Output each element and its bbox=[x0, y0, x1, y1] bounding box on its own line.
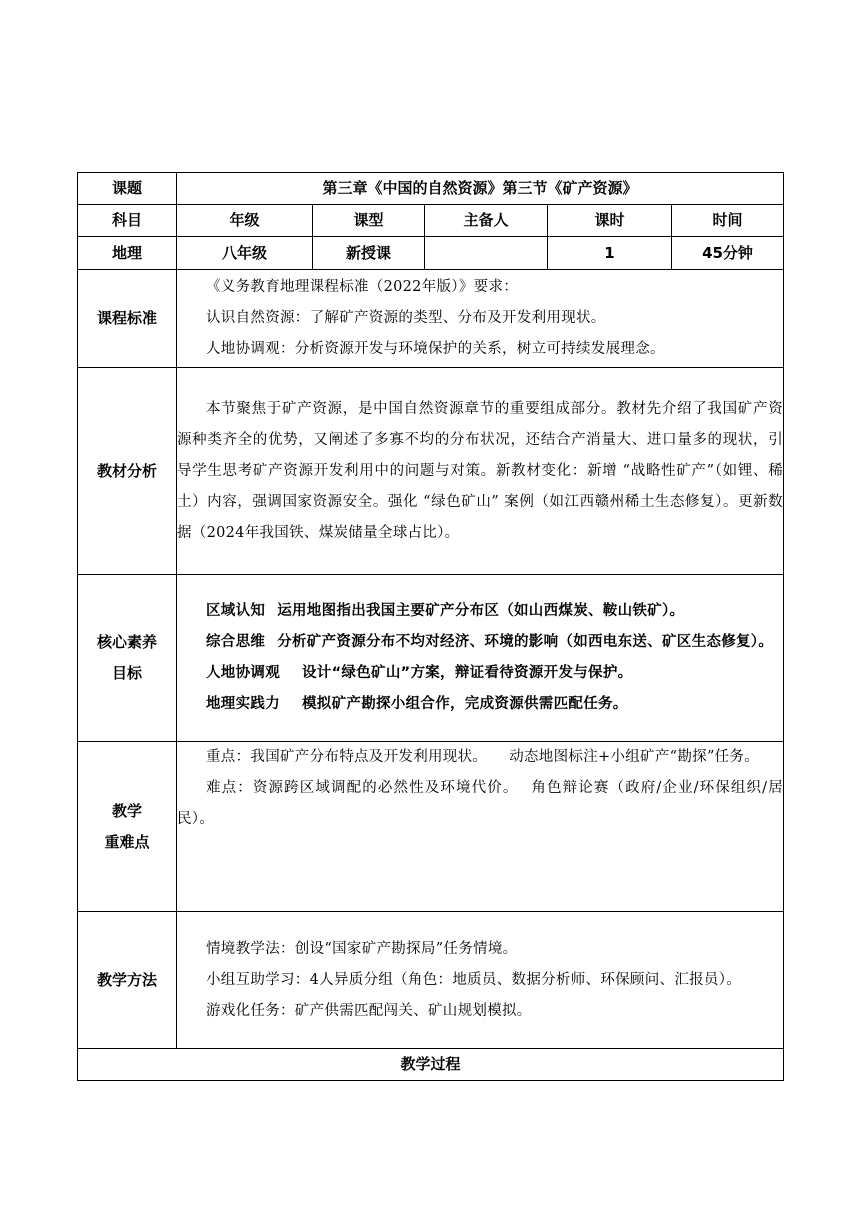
analysis-label: 教材分析 bbox=[78, 368, 177, 575]
topic-value: 第三章《中国的自然资源》第三节《矿产资源》 bbox=[177, 173, 784, 205]
literacy-item bbox=[177, 596, 783, 627]
topic-label: 课题 bbox=[78, 173, 177, 205]
method-line-2: 小组互助学习：4人异质分组（角色：地质员、数据分析师、环保顾问、汇报员）。 bbox=[206, 971, 742, 988]
standard-line-2: 认识自然资源：了解矿产资源的类型、分布及开发利用现状。 bbox=[206, 310, 606, 326]
literacy-item-name: 区域认知 bbox=[206, 603, 266, 619]
method-line-3: 游戏化任务：矿产供需匹配闯关、矿山规划模拟。 bbox=[206, 1002, 532, 1019]
value-type: 新授课 bbox=[313, 237, 425, 270]
value-duration: 45分钟 bbox=[672, 237, 784, 270]
keypoints-label-line-2: 重难点 bbox=[104, 832, 150, 851]
keypoints-label-line-1: 教学 bbox=[111, 801, 142, 820]
analysis-row bbox=[78, 368, 784, 575]
literacy-item-name: 人地协调观 bbox=[206, 665, 280, 681]
standard-line-1: 《义务教育地理课程标准（2022年版）》要求： bbox=[206, 279, 519, 295]
value-row bbox=[78, 237, 784, 270]
literacy-item-desc: 模拟矿产勘探小组合作，完成资源供需匹配任务。 bbox=[302, 696, 628, 712]
literacy-item-name: 地理实践力 bbox=[206, 696, 280, 712]
col-preparer: 主备人 bbox=[425, 205, 548, 237]
key-point-text: 重点：我国矿产分布特点及开发利用现状。 bbox=[206, 749, 488, 765]
method-line-1: 情境教学法：创设“国家矿产勘探局”任务情境。 bbox=[206, 940, 518, 957]
literacy-item-desc: 设计“绿色矿山”方案，辩证看待资源开发与保护。 bbox=[302, 665, 633, 681]
value-preparer bbox=[425, 237, 548, 270]
difficult-point bbox=[177, 773, 783, 835]
lesson-plan-table bbox=[77, 172, 784, 1081]
key-point bbox=[177, 742, 783, 773]
literacy-label-line-2: 目标 bbox=[111, 664, 142, 682]
literacy-item bbox=[177, 627, 783, 658]
keypoints-content bbox=[177, 742, 784, 912]
methods-label: 教学方法 bbox=[78, 912, 177, 1049]
col-subject: 科目 bbox=[78, 205, 177, 237]
column-header-row bbox=[78, 205, 784, 237]
literacy-label bbox=[78, 575, 177, 742]
standard-line-3: 人地协调观：分析资源开发与环境保护的关系，树立可持续发展理念。 bbox=[206, 341, 665, 357]
methods-row bbox=[78, 912, 784, 1049]
process-label: 教学过程 bbox=[78, 1049, 784, 1081]
literacy-item bbox=[177, 658, 783, 689]
literacy-item-name: 综合思维 bbox=[206, 634, 266, 650]
value-subject: 地理 bbox=[78, 237, 177, 270]
keypoints-label bbox=[78, 742, 177, 912]
col-type: 课型 bbox=[313, 205, 425, 237]
literacy-label-line-1: 核心素养 bbox=[96, 633, 157, 651]
topic-row bbox=[78, 173, 784, 205]
keypoints-row bbox=[78, 742, 784, 912]
standard-row bbox=[78, 270, 784, 368]
standard-content bbox=[177, 270, 784, 368]
col-periods: 课时 bbox=[548, 205, 672, 237]
difficult-point-method: 角色辩论赛（政府/企业/环保组织/居民）。 bbox=[177, 780, 783, 827]
literacy-row bbox=[78, 575, 784, 742]
key-point-method: 动态地图标注+小组矿产“勘探”任务。 bbox=[509, 749, 760, 765]
value-grade: 八年级 bbox=[177, 237, 313, 270]
col-duration: 时间 bbox=[672, 205, 784, 237]
literacy-item-desc: 运用地图指出我国主要矿产分布区（如山西煤炭、鞍山铁矿）。 bbox=[277, 603, 685, 619]
value-periods: 1 bbox=[548, 237, 672, 270]
literacy-item bbox=[177, 689, 783, 720]
literacy-content bbox=[177, 575, 784, 742]
methods-content bbox=[177, 912, 784, 1049]
analysis-text: 本节聚焦于矿产资源，是中国自然资源章节的重要组成部分。教材先介绍了我国矿产资源种类齐全的优势，又阐述了多寡不均的分布状况，还结合产消量大、进口量多的现状，引导学生思考矿产资源开发利用中的问题与对策。新教材变化：新增 “战略性矿产”（如锂、稀土）内容，强调国家资源安全。强化 “绿色矿山” 案例（如江西赣州稀土生态修复）。更新数据（2024年我国铁、煤炭储量全球占比）。 bbox=[177, 400, 783, 541]
difficult-point-text: 难点：资源跨区域调配的必然性及环境代价。 bbox=[206, 780, 519, 796]
process-row bbox=[78, 1049, 784, 1081]
col-grade: 年级 bbox=[177, 205, 313, 237]
literacy-item-desc: 分析矿产资源分布不均对经济、环境的影响（如西电东送、矿区生态修复）。 bbox=[277, 634, 774, 650]
standard-label: 课程标准 bbox=[78, 270, 177, 368]
analysis-content bbox=[177, 368, 784, 575]
